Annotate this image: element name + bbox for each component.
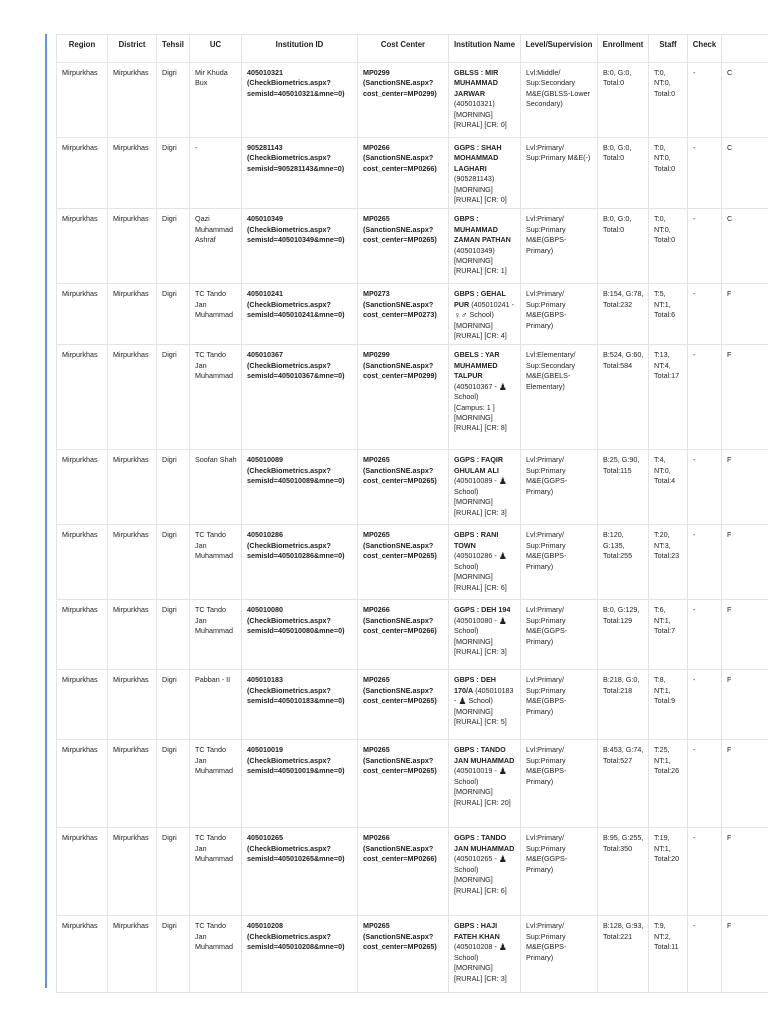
cell-extra-truncated: F — [722, 600, 768, 670]
cell-enrollment: B:453, G:74, Total:527 — [598, 740, 649, 828]
cell-institution-id-link[interactable]: 405010321 (CheckBiometrics.aspx? semisId=405010321&mne=0) — [242, 63, 358, 138]
institution-school-label: School) — [454, 486, 479, 496]
institution-name-id: (405010367 - — [454, 381, 497, 391]
institution-shift: [MORNING] — [454, 963, 493, 973]
cell-institution-name — [449, 63, 521, 138]
cell-check: - — [688, 670, 722, 740]
cell-staff: T:0, NT:0, Total:0 — [649, 138, 688, 209]
cell-uc: Mir Khuda Bux — [190, 63, 242, 138]
cell-uc: TC Tando Jan Muhammad — [190, 916, 242, 993]
school-people-icon: ♟ — [498, 766, 507, 777]
cell-district: Mirpurkhas — [108, 916, 157, 993]
cell-region: Mirpurkhas — [57, 284, 108, 345]
cell-institution-name — [449, 670, 521, 740]
cell-region: Mirpurkhas — [57, 209, 108, 284]
institution-shift: [MORNING] — [454, 636, 493, 646]
institution-shift: [MORNING] — [454, 787, 493, 797]
institution-area: [RURAL] [CR: 20] — [454, 797, 511, 807]
cell-district: Mirpurkhas — [108, 345, 157, 450]
cell-level-supervision: Lvl:Primary/ Sup:Primary M&E(GBPS-Primary) — [521, 284, 598, 345]
column-header-institution-name[interactable]: Institution Name — [449, 35, 521, 63]
cell-staff: T:25, NT:1, Total:26 — [649, 740, 688, 828]
cell-staff: T:0, NT:0, Total:0 — [649, 63, 688, 138]
cell-district: Mirpurkhas — [108, 525, 157, 600]
institution-shift: [MORNING] — [454, 412, 493, 422]
cell-cost-center-link[interactable]: MP0265 (SanctionSNE.aspx? cost_center=MP0265) — [358, 670, 449, 740]
institution-school-label: School) — [454, 952, 479, 962]
cell-institution-id-link[interactable]: 405010367 (CheckBiometrics.aspx? semisId=405010367&mne=0) — [242, 345, 358, 450]
cell-district: Mirpurkhas — [108, 450, 157, 525]
cell-level-supervision: Lvl:Primary/ Sup:Primary M&E(GGPS-Primary) — [521, 600, 598, 670]
institution-shift: [MORNING] — [454, 109, 493, 119]
cell-level-supervision: Lvl:Primary/ Sup:Primary M&E(GGPS-Primary) — [521, 828, 598, 916]
cell-staff: T:5, NT:1, Total:6 — [649, 284, 688, 345]
institution-name-title: GBLSS : MIR MUHAMMAD JARWAR — [454, 68, 499, 98]
cell-level-supervision: Lvl:Primary/ Sup:Primary M&E(GBPS-Primary) — [521, 916, 598, 993]
institution-shift: [MORNING] — [454, 256, 493, 266]
column-header-enrollment[interactable]: Enrollment — [598, 35, 649, 63]
cell-level-supervision: Lvl:Primary/ Sup:Primary M&E(GBPS-Primary) — [521, 740, 598, 828]
school-people-icon: ♟ — [458, 696, 467, 707]
cell-district: Mirpurkhas — [108, 600, 157, 670]
cell-enrollment: B:0, G:0, Total:0 — [598, 138, 649, 209]
cell-check: - — [688, 138, 722, 209]
institution-name-id: (405010321) — [454, 99, 495, 109]
institution-school-label: School) — [454, 392, 479, 402]
cell-institution-id-link[interactable]: 905281143 (CheckBiometrics.aspx? semisId=905281143&mne=0) — [242, 138, 358, 209]
institutions-table-container[interactable] — [56, 34, 768, 994]
cell-extra-truncated: F — [722, 670, 768, 740]
cell-institution-id-link[interactable]: 405010349 (CheckBiometrics.aspx? semisId=405010349&mne=0) — [242, 209, 358, 284]
cell-level-supervision: Lvl:Primary/ Sup:Primary M&E(GBPS-Primary) — [521, 209, 598, 284]
cell-check: - — [688, 209, 722, 284]
cell-tehsil: Digri — [157, 284, 190, 345]
cell-check: - — [688, 740, 722, 828]
cell-staff: T:19, NT:1, Total:20 — [649, 828, 688, 916]
cell-uc: TC Tando Jan Muhammad — [190, 828, 242, 916]
cell-extra-truncated: C — [722, 63, 768, 138]
cell-extra-truncated: F — [722, 450, 768, 525]
cell-region: Mirpurkhas — [57, 345, 108, 450]
cell-uc: Soofan Shah — [190, 450, 242, 525]
institution-area: [RURAL] [CR: 3] — [454, 973, 507, 983]
cell-institution-name — [449, 828, 521, 916]
cell-enrollment: B:0, G:0, Total:0 — [598, 209, 649, 284]
column-header-level-supervision[interactable]: Level/Supervision — [521, 35, 598, 63]
cell-region: Mirpurkhas — [57, 600, 108, 670]
cell-region: Mirpurkhas — [57, 138, 108, 209]
column-header-district[interactable]: District — [108, 35, 157, 63]
institution-name-id: (405010286 - — [454, 551, 497, 561]
cell-district: Mirpurkhas — [108, 138, 157, 209]
cell-district: Mirpurkhas — [108, 209, 157, 284]
column-header-institution-id[interactable]: Institution ID — [242, 35, 358, 63]
institution-area: [RURAL] [CR: 6] — [454, 582, 507, 592]
cell-check: - — [688, 284, 722, 345]
cell-staff: T:4, NT:0, Total:4 — [649, 450, 688, 525]
cell-institution-id-link[interactable]: 405010080 (CheckBiometrics.aspx? semisId=405010080&mne=0) — [242, 600, 358, 670]
cell-institution-id-link[interactable]: 405010286 (CheckBiometrics.aspx? semisId=405010286&mne=0) — [242, 525, 358, 600]
cell-staff: T:0, NT:0, Total:0 — [649, 209, 688, 284]
cell-uc: TC Tando Jan Muhammad — [190, 284, 242, 345]
institution-area: [RURAL] [CR: 0] — [454, 120, 507, 130]
institution-area: [RURAL] [CR: 6] — [454, 885, 507, 895]
table-body — [57, 63, 768, 993]
cell-tehsil: Digri — [157, 138, 190, 209]
institutions-table — [56, 34, 768, 993]
cell-tehsil: Digri — [157, 345, 190, 450]
cell-extra-truncated: C — [722, 138, 768, 209]
cell-institution-name — [449, 209, 521, 284]
institution-name-id: (405010241 - — [471, 299, 514, 309]
cell-institution-id-link[interactable]: 405010241 (CheckBiometrics.aspx? semisId=405010241&mne=0) — [242, 284, 358, 345]
cell-region: Mirpurkhas — [57, 828, 108, 916]
institution-school-label: School) — [454, 864, 479, 874]
cell-check: - — [688, 600, 722, 670]
table-row[interactable] — [57, 828, 768, 916]
cell-institution-name — [449, 138, 521, 209]
table-row[interactable] — [57, 138, 768, 209]
cell-extra-truncated: F — [722, 284, 768, 345]
cell-cost-center-link[interactable]: MP0265 (SanctionSNE.aspx? cost_center=MP0265) — [358, 916, 449, 993]
cell-extra-truncated: F — [722, 916, 768, 993]
cell-region: Mirpurkhas — [57, 63, 108, 138]
cell-institution-name — [449, 916, 521, 993]
school-people-icon: ♟ — [498, 615, 507, 626]
cell-staff: T:8, NT:1, Total:9 — [649, 670, 688, 740]
cell-district: Mirpurkhas — [108, 740, 157, 828]
cell-uc: TC Tando Jan Muhammad — [190, 345, 242, 450]
cell-tehsil: Digri — [157, 63, 190, 138]
cell-uc: - — [190, 138, 242, 209]
cell-staff: T:13, NT:4, Total:17 — [649, 345, 688, 450]
institution-shift: [MORNING] — [454, 706, 493, 716]
cell-level-supervision: Lvl:Primary/ Sup:Primary M&E(GGPS-Primary) — [521, 450, 598, 525]
cell-institution-id-link[interactable]: 405010183 (CheckBiometrics.aspx? semisId=405010183&mne=0) — [242, 670, 358, 740]
cell-tehsil: Digri — [157, 916, 190, 993]
institution-shift: [MORNING] — [454, 184, 493, 194]
cell-tehsil: Digri — [157, 670, 190, 740]
school-people-icon: ♟ — [498, 551, 507, 562]
table-row[interactable] — [57, 450, 768, 525]
cell-institution-name — [449, 600, 521, 670]
column-header-extra — [722, 35, 768, 63]
column-header-region[interactable]: Region — [57, 35, 108, 63]
cell-staff: T:6, NT:1, Total:7 — [649, 600, 688, 670]
cell-institution-id-link[interactable]: 405010089 (CheckBiometrics.aspx? semisId=405010089&mne=0) — [242, 450, 358, 525]
cell-cost-center-link[interactable]: MP0265 (SanctionSNE.aspx? cost_center=MP0265) — [358, 209, 449, 284]
institution-campus: [Campus: 1 ] — [454, 402, 495, 412]
cell-level-supervision: Lvl:Elementary/ Sup:Secondary M&E(GBELS-Elementary) — [521, 345, 598, 450]
cell-uc: TC Tando Jan Muhammad — [190, 740, 242, 828]
institution-name-title: GBPS : HAJI FATEH KHAN — [454, 921, 500, 941]
cell-check: - — [688, 828, 722, 916]
institution-name-id: (405010089 - — [454, 476, 497, 486]
institution-shift: [MORNING] — [454, 875, 493, 885]
institution-name-title: GBPS : GEHAL PUR — [454, 289, 506, 309]
institution-name-id: (405010183 - — [454, 685, 514, 706]
cell-extra-truncated: F — [722, 740, 768, 828]
cell-tehsil: Digri — [157, 525, 190, 600]
cell-tehsil: Digri — [157, 828, 190, 916]
institution-name-id: (405010208 - — [454, 942, 497, 952]
institution-name-title: GGPS : SHAH MOHAMMAD LAGHARI — [454, 143, 502, 173]
institution-area: [RURAL] [CR: 0] — [454, 195, 507, 205]
cell-region: Mirpurkhas — [57, 670, 108, 740]
institution-name-id: (405010349) — [454, 245, 495, 255]
cell-district: Mirpurkhas — [108, 670, 157, 740]
institution-school-label: School) — [454, 626, 479, 636]
cell-cost-center-link[interactable]: MP0299 (SanctionSNE.aspx? cost_center=MP0299) — [358, 345, 449, 450]
institution-area: [RURAL] [CR: 1] — [454, 266, 507, 276]
cell-check: - — [688, 916, 722, 993]
page-left-accent-rule — [45, 34, 47, 988]
institution-shift: [MORNING] — [454, 320, 493, 330]
cell-check: - — [688, 450, 722, 525]
cell-extra-truncated: C — [722, 209, 768, 284]
table-row[interactable] — [57, 525, 768, 600]
cell-enrollment: B:95, G:255, Total:350 — [598, 828, 649, 916]
cell-uc: TC Tando Jan Muhammad — [190, 525, 242, 600]
institution-name-id: (905281143) — [454, 174, 495, 184]
table-row[interactable] — [57, 209, 768, 284]
table-header-row — [57, 35, 768, 63]
cell-region: Mirpurkhas — [57, 740, 108, 828]
cell-level-supervision: Lvl:Primary/ Sup:Primary M&E(GBPS-Primary) — [521, 670, 598, 740]
cell-institution-name — [449, 284, 521, 345]
institution-shift: [MORNING] — [454, 572, 493, 582]
cell-region: Mirpurkhas — [57, 916, 108, 993]
cell-extra-truncated: F — [722, 525, 768, 600]
cell-enrollment: B:524, G:60, Total:584 — [598, 345, 649, 450]
institution-name-title: GBPS : TANDO JAN MUHAMMAD — [454, 745, 515, 765]
school-people-icon: ♟ — [498, 942, 507, 953]
cell-uc: Qazi Muhammad Ashraf — [190, 209, 242, 284]
cell-cost-center-link[interactable]: MP0265 (SanctionSNE.aspx? cost_center=MP0265) — [358, 525, 449, 600]
institution-school-label: School) — [468, 696, 493, 706]
cell-extra-truncated: F — [722, 345, 768, 450]
institution-area: [RURAL] [CR: 4] — [454, 331, 507, 341]
column-header-check[interactable]: Check — [688, 35, 722, 63]
institution-area: [RURAL] [CR: 3] — [454, 647, 507, 657]
institution-area: [RURAL] [CR: 3] — [454, 507, 507, 517]
cell-institution-id-link[interactable]: 405010208 (CheckBiometrics.aspx? semisId=405010208&mne=0) — [242, 916, 358, 993]
school-people-icon: ♟ — [498, 854, 507, 865]
cell-tehsil: Digri — [157, 740, 190, 828]
table-row[interactable] — [57, 916, 768, 993]
cell-cost-center-link[interactable]: MP0265 (SanctionSNE.aspx? cost_center=MP0265) — [358, 740, 449, 828]
cell-level-supervision: Lvl:Middle/ Sup:Secondary M&E(GBLSS-Lower Secondary) — [521, 63, 598, 138]
cell-check: - — [688, 345, 722, 450]
school-people-icon: ♟ — [498, 381, 507, 392]
school-people-icon: ♀♂ — [454, 310, 468, 321]
institution-name-title: GGPS : TANDO JAN MUHAMMAD — [454, 833, 515, 853]
cell-extra-truncated: F — [722, 828, 768, 916]
institution-area: [RURAL] [CR: 8] — [454, 423, 507, 433]
cell-institution-id-link[interactable]: 405010265 (CheckBiometrics.aspx? semisId=405010265&mne=0) — [242, 828, 358, 916]
cell-level-supervision: Lvl:Primary/ Sup:Primary M&E(GBPS-Primary) — [521, 525, 598, 600]
cell-uc: Pabban - II — [190, 670, 242, 740]
column-header-staff[interactable]: Staff — [649, 35, 688, 63]
school-people-icon: ♟ — [498, 476, 507, 487]
cell-tehsil: Digri — [157, 450, 190, 525]
institution-name-title: GGPS : DEH 194 — [454, 605, 511, 615]
table-row[interactable] — [57, 740, 768, 828]
institution-shift: [MORNING] — [454, 497, 493, 507]
cell-institution-name — [449, 740, 521, 828]
cell-cost-center-link[interactable]: MP0299 (SanctionSNE.aspx? cost_center=MP0299) — [358, 63, 449, 138]
institution-area: [RURAL] [CR: 5] — [454, 717, 507, 727]
cell-institution-name — [449, 450, 521, 525]
cell-district: Mirpurkhas — [108, 828, 157, 916]
cell-enrollment: B:0, G:0, Total:0 — [598, 63, 649, 138]
cell-level-supervision: Lvl:Primary/ Sup:Primary M&E(-) — [521, 138, 598, 209]
cell-enrollment: B:218, G:0, Total:218 — [598, 670, 649, 740]
institution-school-label: School) — [469, 310, 494, 320]
institution-name-title: GBPS : RANI TOWN — [454, 530, 499, 550]
institution-school-label: School) — [454, 776, 479, 786]
institution-name-title: GBELS : YAR MUHAMMED TALPUR — [454, 350, 500, 381]
cell-check: - — [688, 63, 722, 138]
cell-enrollment: B:0, G:129, Total:129 — [598, 600, 649, 670]
table-row[interactable] — [57, 345, 768, 450]
cell-cost-center-link[interactable]: MP0266 (SanctionSNE.aspx? cost_center=MP0266) — [358, 138, 449, 209]
cell-enrollment: B:154, G:78, Total:232 — [598, 284, 649, 345]
institution-name-title: GGPS : FAQIR GHULAM ALI — [454, 455, 504, 475]
cell-enrollment: B:25, G:90, Total:115 — [598, 450, 649, 525]
institution-name-title: GBPS : DEH 170/A — [454, 675, 496, 695]
cell-institution-id-link[interactable]: 405010019 (CheckBiometrics.aspx? semisId=405010019&mne=0) — [242, 740, 358, 828]
table-row[interactable] — [57, 63, 768, 138]
cell-cost-center-link[interactable]: MP0273 (SanctionSNE.aspx? cost_center=MP0273) — [358, 284, 449, 345]
institution-name-id: (405010080 - — [454, 615, 497, 625]
cell-uc: TC Tando Jan Muhammad — [190, 600, 242, 670]
institution-name-id: (405010265 - — [454, 854, 497, 864]
cell-check: - — [688, 525, 722, 600]
cell-enrollment: B:128, G:93, Total:221 — [598, 916, 649, 993]
cell-tehsil: Digri — [157, 600, 190, 670]
cell-institution-name — [449, 525, 521, 600]
institution-school-label: School) — [454, 561, 479, 571]
institution-name-id: (405010019 - — [454, 766, 497, 776]
institution-name-title: GBPS : MUHAMMAD ZAMAN PATHAN — [454, 214, 511, 245]
cell-cost-center-link[interactable]: MP0265 (SanctionSNE.aspx? cost_center=MP0265) — [358, 450, 449, 525]
cell-region: Mirpurkhas — [57, 525, 108, 600]
table-row[interactable] — [57, 670, 768, 740]
table-row[interactable] — [57, 284, 768, 345]
table-row[interactable] — [57, 600, 768, 670]
cell-cost-center-link[interactable]: MP0266 (SanctionSNE.aspx? cost_center=MP0266) — [358, 600, 449, 670]
cell-district: Mirpurkhas — [108, 284, 157, 345]
cell-region: Mirpurkhas — [57, 450, 108, 525]
cell-institution-name — [449, 345, 521, 450]
cell-tehsil: Digri — [157, 209, 190, 284]
column-header-cost-center[interactable]: Cost Center — [358, 35, 449, 63]
column-header-uc[interactable]: UC — [190, 35, 242, 63]
cell-cost-center-link[interactable]: MP0266 (SanctionSNE.aspx? cost_center=MP0266) — [358, 828, 449, 916]
cell-district: Mirpurkhas — [108, 63, 157, 138]
column-header-tehsil[interactable]: Tehsil — [157, 35, 190, 63]
cell-staff: T:20, NT:3, Total:23 — [649, 525, 688, 600]
cell-staff: T:9, NT:2, Total:11 — [649, 916, 688, 993]
cell-enrollment: B:120, G:135, Total:255 — [598, 525, 649, 600]
